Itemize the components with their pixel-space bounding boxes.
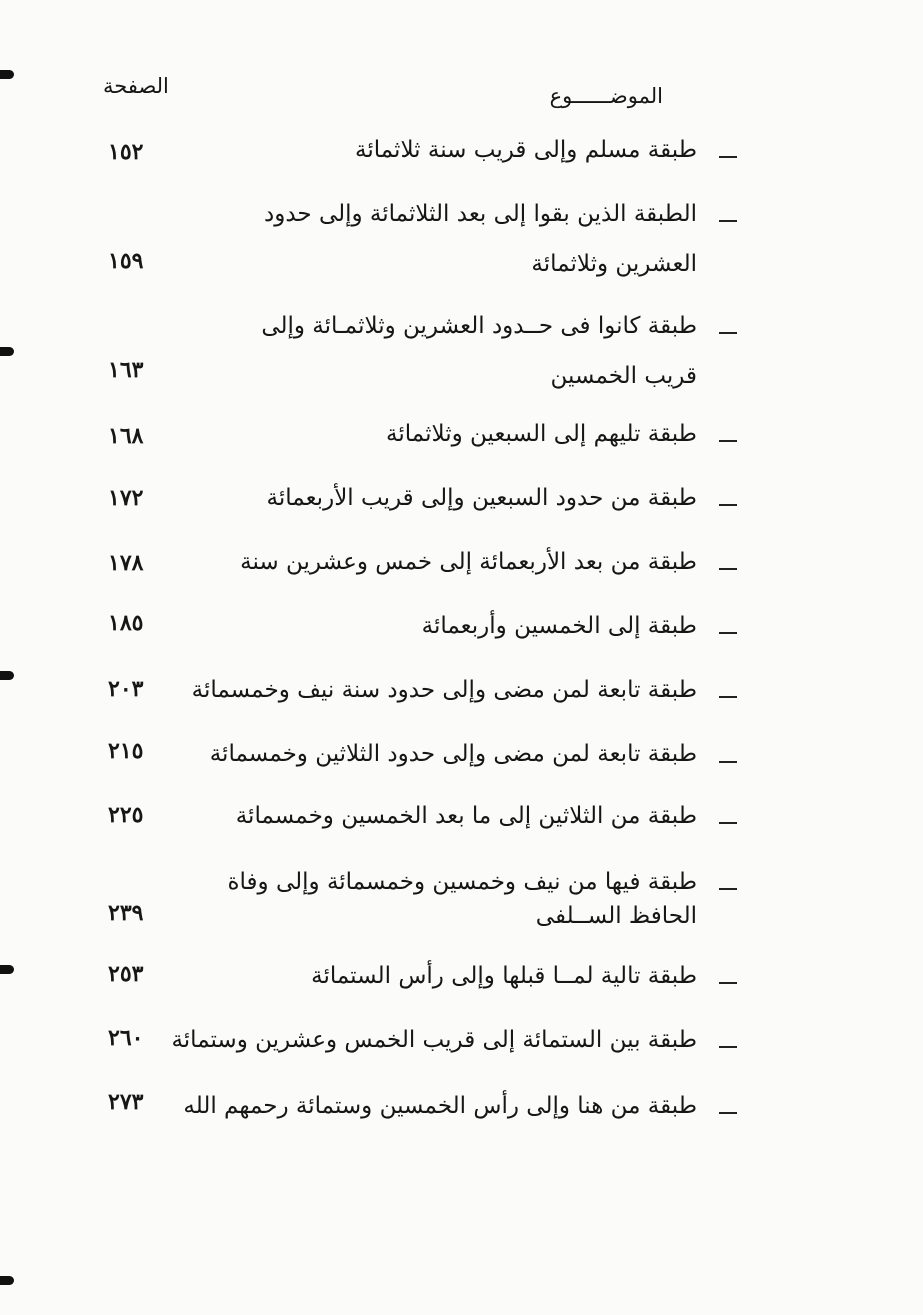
entry-title: طبقة من حدود السبعين وإلى قريب الأربعمائة bbox=[266, 485, 697, 511]
entry-dash bbox=[719, 156, 737, 158]
entry-dash bbox=[719, 1046, 737, 1048]
entry-page-number: ٢٧٣ bbox=[108, 1089, 144, 1115]
entry-page-number: ٢٣٩ bbox=[108, 900, 144, 926]
entry-title: طبقة من هنا وإلى رأس الخمسين وستمائة رحمهم الله bbox=[183, 1093, 697, 1119]
entry-page-number: ٢٢٥ bbox=[108, 802, 144, 828]
entry-dash bbox=[719, 568, 737, 570]
topic-column-header: الموضــــــوع bbox=[549, 84, 663, 108]
entry-page-number: ٢١٥ bbox=[108, 738, 144, 764]
binding-mark bbox=[0, 70, 14, 79]
entry-dash bbox=[719, 822, 737, 824]
entry-title-continuation: قريب الخمسين bbox=[550, 363, 697, 389]
entry-dash bbox=[719, 761, 737, 763]
entry-title: الطبقة الذين بقوا إلى بعد الثلاثمائة وإلى حدود bbox=[264, 201, 697, 227]
entry-page-number: ٢٥٣ bbox=[108, 961, 144, 987]
entry-page-number: ١٦٨ bbox=[108, 423, 144, 449]
entry-title: طبقة بين الستمائة إلى قريب الخمس وعشرين وستمائة bbox=[171, 1027, 697, 1053]
entry-page-number: ٢٠٣ bbox=[108, 676, 144, 702]
binding-mark bbox=[0, 671, 14, 680]
entry-dash bbox=[719, 220, 737, 222]
binding-mark bbox=[0, 965, 14, 974]
entry-dash bbox=[719, 440, 737, 442]
entry-title-continuation: العشرين وثلاثمائة bbox=[531, 251, 697, 277]
entry-dash bbox=[719, 632, 737, 634]
entry-page-number: ١٧٢ bbox=[108, 485, 144, 511]
entry-page-number: ١٥٢ bbox=[108, 139, 144, 165]
entry-dash bbox=[719, 982, 737, 984]
entry-title: طبقة مسلم وإلى قريب سنة ثلاثمائة bbox=[355, 137, 697, 163]
entry-title: طبقة تالية لمــا قبلها وإلى رأس الستمائة bbox=[311, 963, 697, 989]
entry-title: طبقة تابعة لمن مضى وإلى حدود سنة نيف وخمسمائة bbox=[191, 677, 697, 703]
entry-dash bbox=[719, 504, 737, 506]
binding-mark bbox=[0, 347, 14, 356]
entry-title: طبقة من بعد الأربعمائة إلى خمس وعشرين سنة bbox=[240, 549, 697, 575]
entry-title: طبقة تليهم إلى السبعين وثلاثمائة bbox=[386, 421, 697, 447]
entry-title: طبقة من الثلاثين إلى ما بعد الخمسين وخمسمائة bbox=[235, 803, 697, 829]
entry-page-number: ١٦٣ bbox=[108, 357, 144, 383]
entry-page-number: ١٨٥ bbox=[108, 610, 144, 636]
binding-mark bbox=[0, 1276, 14, 1285]
entry-title: طبقة فيها من نيف وخمسين وخمسمائة وإلى وفاة bbox=[227, 869, 697, 895]
entry-page-number: ٢٦٠ bbox=[108, 1025, 144, 1051]
entry-title: طبقة إلى الخمسين وأربعمائة bbox=[421, 613, 697, 639]
entry-title: طبقة تابعة لمن مضى وإلى حدود الثلاثين وخمسمائة bbox=[209, 741, 697, 767]
entry-title: طبقة كانوا فى حــدود العشرين وثلاثمـائة وإلى bbox=[261, 313, 697, 339]
entry-page-number: ١٥٩ bbox=[108, 248, 144, 274]
entry-page-number: ١٧٨ bbox=[108, 550, 144, 576]
entry-dash bbox=[719, 888, 737, 890]
entry-dash bbox=[719, 1112, 737, 1114]
entry-dash bbox=[719, 332, 737, 334]
page-column-header: الصفحة bbox=[103, 74, 169, 98]
entry-title-continuation: الحافظ الســلفى bbox=[535, 903, 697, 929]
entry-dash bbox=[719, 696, 737, 698]
